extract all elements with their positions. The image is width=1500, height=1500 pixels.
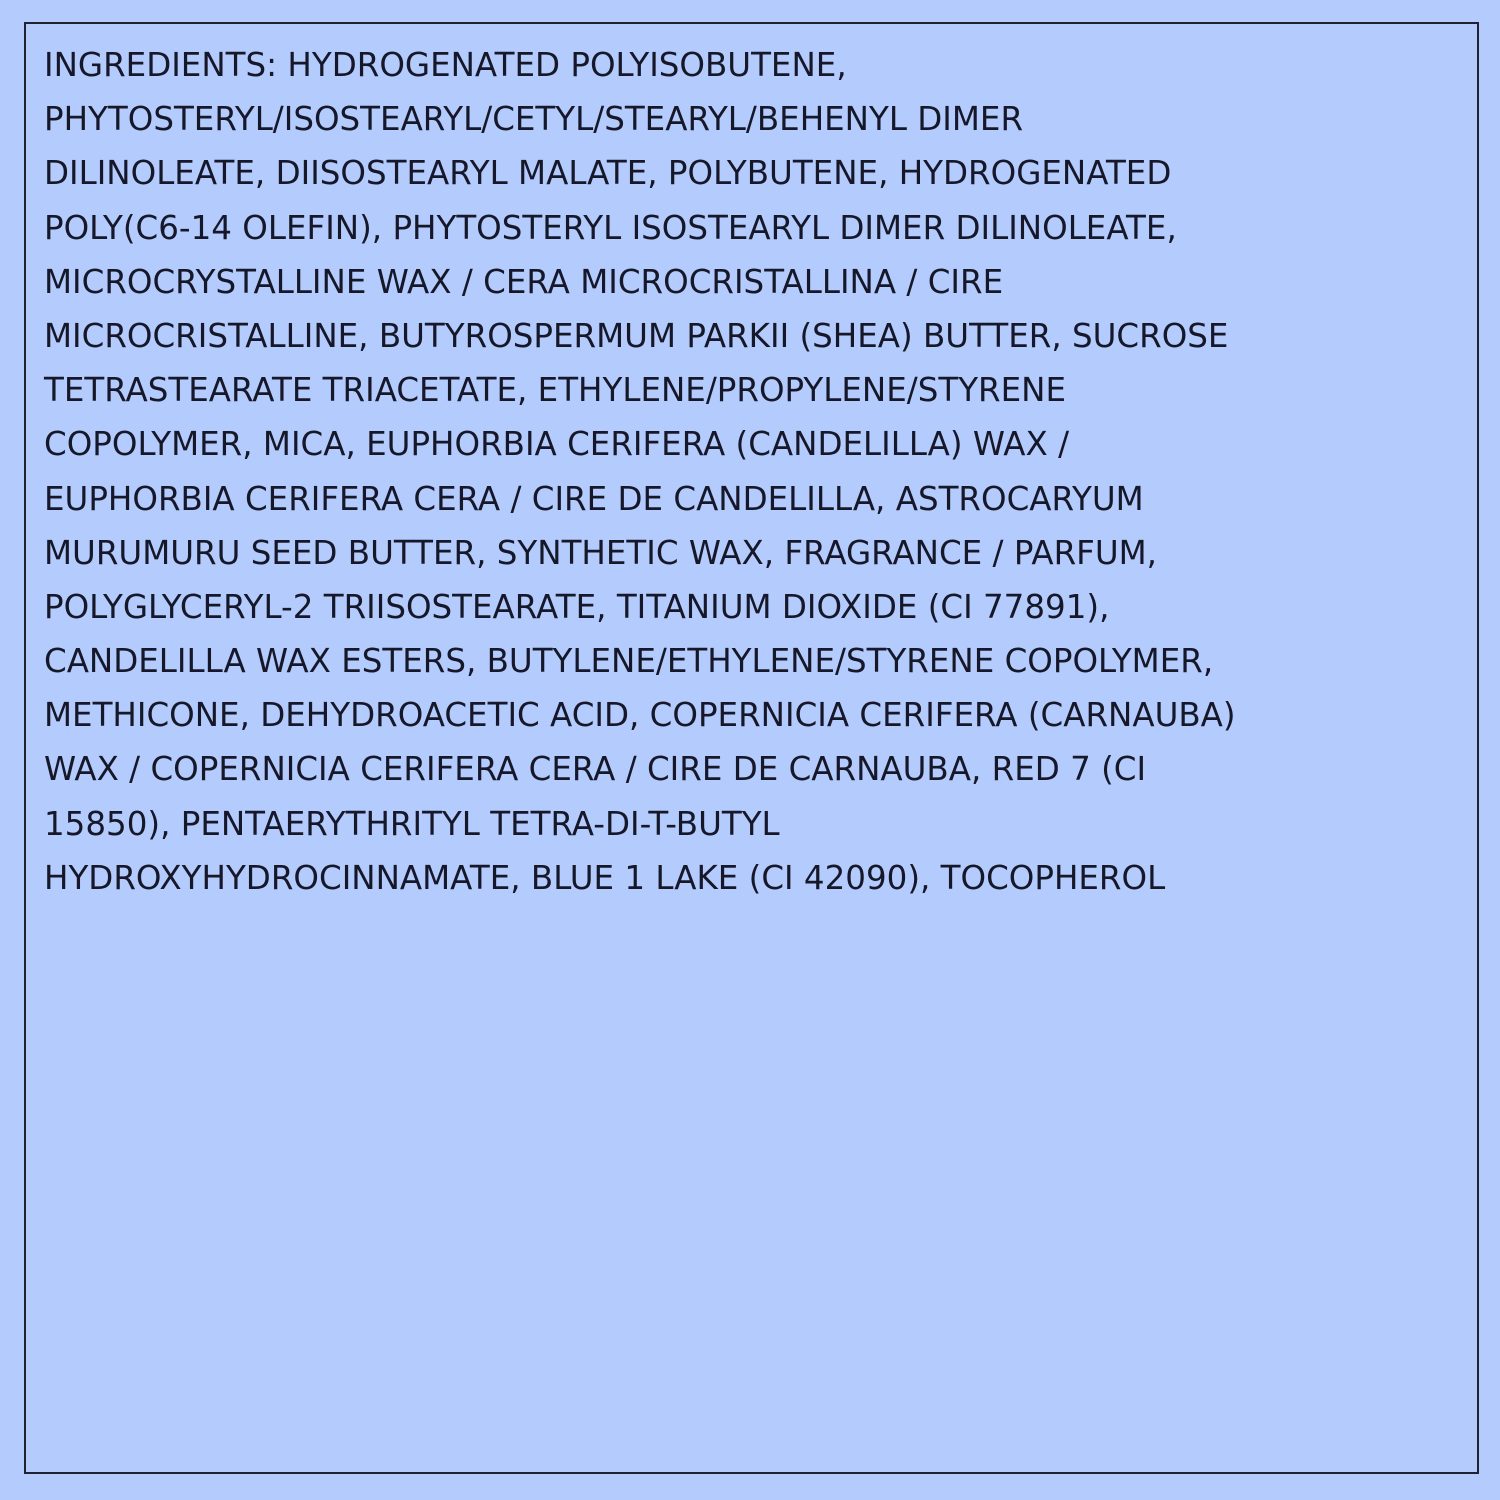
ingredients-line: INGREDIENTS: HYDROGENATED POLYISOBUTENE,	[44, 46, 847, 84]
ingredients-line: CANDELILLA WAX ESTERS, BUTYLENE/ETHYLENE/STYRENE COPOLYMER,	[44, 642, 1214, 681]
ingredients-line: EUPHORBIA CERIFERA CERA / CIRE DE CANDELILLA, ASTROCARYUM	[44, 479, 1144, 518]
ingredients-line: DILINOLEATE, DIISOSTEARYL MALATE, POLYBUTENE, HYDROGENATED	[44, 154, 1172, 193]
ingredients-line: PHYTOSTERYL/ISOSTEARYL/CETYL/STEARYL/BEHENYL DIMER	[44, 100, 1024, 139]
ingredients-line: METHICONE, DEHYDROACETIC ACID, COPERNICIA CERIFERA (CARNAUBA)	[44, 696, 1236, 735]
ingredients-line: WAX / COPERNICIA CERIFERA CERA / CIRE DE CARNAUBA, RED 7 (CI	[44, 750, 1147, 789]
ingredients-line: POLY(C6-14 OLEFIN), PHYTOSTERYL ISOSTEARYL DIMER DILINOLEATE,	[44, 208, 1177, 247]
ingredients-text	[44, 38, 1464, 905]
ingredients-line: HYDROXYHYDROCINNAMATE, BLUE 1 LAKE (CI 42090), TOCOPHEROL	[44, 858, 1166, 897]
ingredients-line: MURUMURU SEED BUTTER, SYNTHETIC WAX, FRAGRANCE / PARFUM,	[44, 533, 1158, 572]
ingredients-line: MICROCRYSTALLINE WAX / CERA MICROCRISTALLINA / CIRE	[44, 262, 1004, 301]
ingredients-line: TETRASTEARATE TRIACETATE, ETHYLENE/PROPYLENE/STYRENE	[44, 371, 1067, 410]
ingredients-line: MICROCRISTALLINE, BUTYROSPERMUM PARKII (SHEA) BUTTER, SUCROSE	[44, 316, 1229, 355]
ingredients-line: 15850), PENTAERYTHRITYL TETRA-DI-T-BUTYL	[44, 804, 780, 843]
ingredients-line: COPOLYMER, MICA, EUPHORBIA CERIFERA (CANDELILLA) WAX /	[44, 425, 1070, 464]
ingredients-line: POLYGLYCERYL-2 TRIISOSTEARATE, TITANIUM DIOXIDE (CI 77891),	[44, 587, 1110, 626]
